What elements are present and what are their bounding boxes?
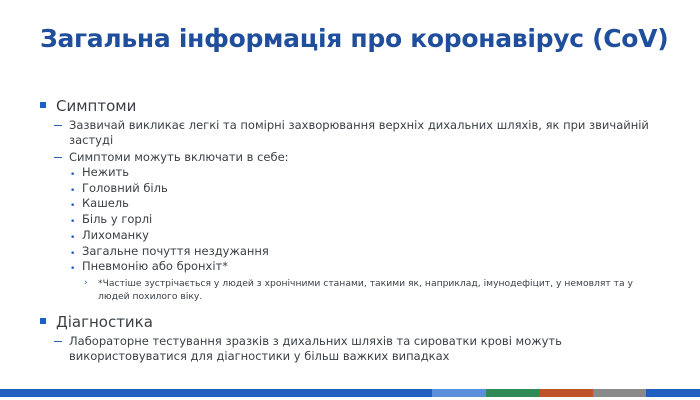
symptom-text: Загальне почуття нездужання [82,243,269,258]
dot-bullet-icon: • [70,248,76,259]
footer-segment [432,389,486,397]
symptom-text: Біль у горлі [82,212,153,227]
symptom-item [40,212,660,228]
footer-segment [0,389,432,397]
symptom-item [40,228,660,244]
list-item-text: Зазвичай викликає легкі та помірні захворювання верхніх дихальних шляхів, як при звичайній застуді [69,118,649,147]
section-heading-label: Діагностика [56,312,153,331]
footnote-text: *Частіше зустрічається у людей з хронічними станами, такими як, наприклад, імунодефіцит, у немовлят та у людей похилого віку. [98,277,633,302]
list-item [40,334,660,364]
slide-content [40,96,660,364]
symptom-item [40,165,660,181]
dot-bullet-icon: • [70,217,76,228]
list-item [40,150,660,165]
footer-color-bar [0,389,700,397]
list-item [40,118,660,148]
symptom-text: Лихоманку [82,227,149,242]
footer-segment [486,389,539,397]
symptom-item [40,259,660,275]
dash-bullet-icon [54,341,62,342]
symptom-item [40,244,660,260]
footnote [40,277,660,303]
square-bullet-icon [40,318,46,324]
symptom-item [40,196,660,212]
section-heading-symptoms [40,96,660,116]
square-bullet-icon [40,102,46,108]
footer-segment [593,389,646,397]
chevron-right-icon: › [84,277,88,288]
dot-bullet-icon: • [70,232,76,243]
symptom-text: Пневмонію або бронхіт* [82,259,229,274]
dot-bullet-icon: • [70,264,76,275]
symptom-text: Головний біль [82,180,168,195]
footer-segment [539,389,593,397]
section-heading-label: Симптоми [56,97,137,115]
dot-bullet-icon: • [70,170,76,180]
dash-bullet-icon [54,125,62,126]
symptom-text: Кашель [82,196,129,211]
list-item-text: Лабораторне тестування зразків з дихальних шляхів та сироватки крові можуть використовуватися для діагностики у більш важких випадках [69,333,562,363]
dot-bullet-icon: • [70,185,76,196]
list-item-text: Симптоми можуть включати в себе: [69,150,289,164]
symptom-item [40,181,660,197]
symptom-text: Нежить [82,165,130,179]
slide-title: Загальна інформація про коронавірус (CoV) [40,24,669,53]
dash-bullet-icon [54,157,62,158]
dot-bullet-icon: • [70,201,76,212]
section-heading-diagnostics [40,312,660,332]
footer-segment [646,389,700,397]
